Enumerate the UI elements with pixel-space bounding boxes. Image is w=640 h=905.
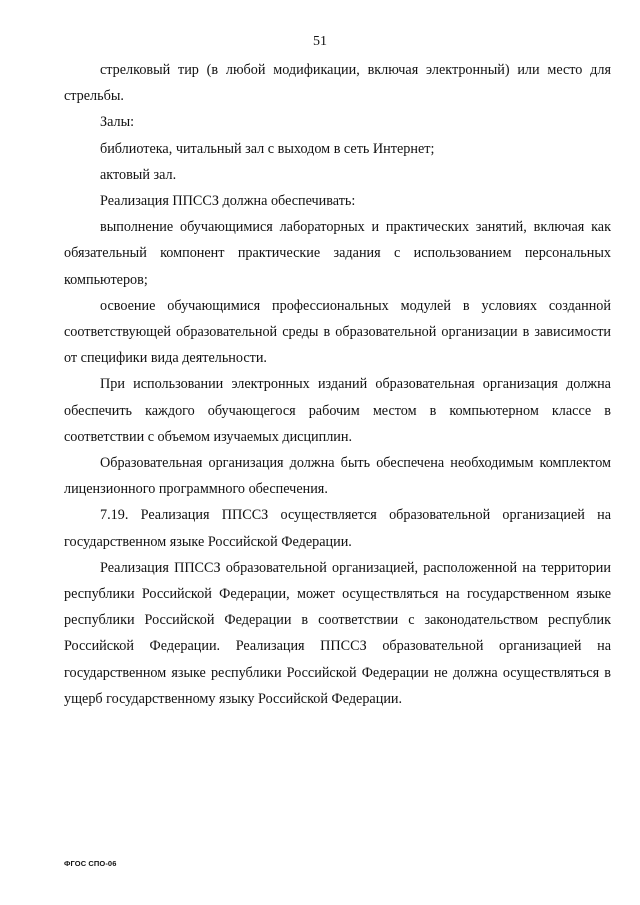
paragraph-licensed-software: Образовательная организация должна быть обеспечена необходимым комплектом лицензионного программного обеспечения. (64, 455, 611, 498)
paragraph-lab-work: выполнение обучающимися лабораторных и практических занятий, включая как обязательный компонент практические задания с использованием персональных компьютеров; (64, 219, 611, 288)
paragraph-electronic-editions: При использовании электронных изданий образовательная организация должна обеспечить каждого обучающегося рабочим местом в компьютерном классе в соответствии с объемом изучаемых дисциплин. (64, 376, 611, 445)
paragraph-implementation-requirements: Реализация ППССЗ должна обеспечивать: (100, 193, 356, 210)
paragraph-section-7-19: 7.19. Реализация ППССЗ осуществляется образовательной организацией на государственном языке Российской Федерации. (64, 507, 611, 550)
paragraph-shooting-range: стрелковый тир (в любой модификации, включая электронный) или место для стрельбы. (64, 62, 611, 105)
paragraph-library: библиотека, читальный зал с выходом в сеть Интернет; (100, 140, 435, 157)
paragraph-republic-language: Реализация ППССЗ образовательной организацией, расположенной на территории республики Российской Федерации, может осуществляться на государственном языке республики Российской Федерации в соответствии с законодательством республик Российской Федерации. Реализация ППССЗ образовательной организацией на государственном языке республики Российской Федерации не должна осуществляться в ущерб государственному языку Российской Федерации. (64, 559, 611, 707)
paragraph-modules: освоение обучающимися профессиональных модулей в условиях созданной соответствующей образовательной среды в образовательной организации в зависимости от специфики вида деятельности. (64, 297, 611, 367)
paragraph-halls-heading: Залы: (100, 114, 135, 131)
footer-standard-code: ФГОС СПО-06 (64, 859, 117, 868)
body-text (64, 57, 611, 712)
paragraph-assembly-hall: актовый зал. (100, 166, 177, 183)
page-number: 51 (313, 34, 327, 49)
